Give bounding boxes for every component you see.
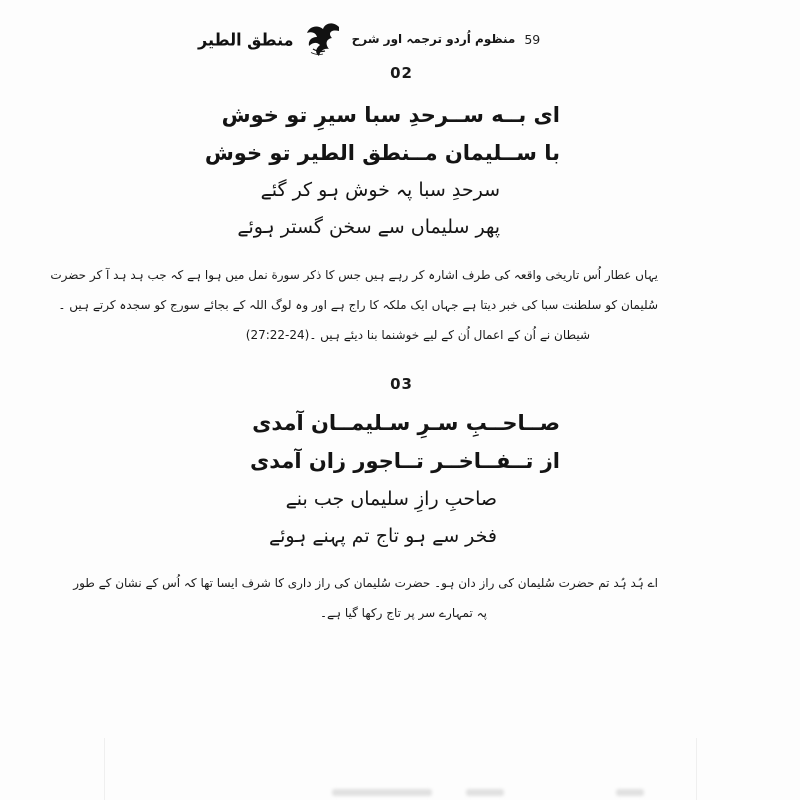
scan-artifact (616, 789, 644, 796)
header-subtitle: منظوم اُردو ترجمہ اور شرح (351, 32, 516, 46)
couplet-line: ای بــه ســرحدِ سبا سیرِ تو خوش (221, 103, 560, 127)
section-number-03: 03 (390, 375, 413, 393)
persian-couplet-02 (205, 96, 560, 172)
page-edge-line (696, 738, 697, 800)
commentary-line (145, 320, 590, 350)
commentary-line: پہ تمہارے سر پر تاج رکھا گیا ہے۔ (319, 606, 487, 620)
book-title: منطق الطیر (198, 29, 294, 49)
commentary-line: اے ہُد ہُد تم حضرت سُلیمان کی راز دان ہو۔ حضرت سُلیمان کی راز داری کا شرف ایسا تھا کہ اُس کے نشان کے طور (73, 576, 658, 590)
commentary-line: یہاں عطار اُس تاریخی واقعہ کی طرف اشارہ کر رہے ہیں جس کا ذکر سورة نمل میں ہوا ہے کہ جب ہد ہد آ کر حضرت (50, 268, 658, 282)
couplet-line: با ســلیمان مــنطق الطیر تو خوش (204, 141, 560, 165)
page-number: 59 (524, 31, 541, 47)
bird-icon (303, 21, 343, 57)
persian-couplet-03 (250, 404, 560, 480)
commentary-text: شیطان نے اُن کے اعمال اُن کے لیے خوشنما بنا دیئے ہیں ۔ (309, 328, 590, 342)
urdu-couplet-02 (237, 172, 500, 246)
page-header (198, 20, 541, 58)
couplet-line: صاحبِ رازِ سلیماں جب بنے (285, 488, 497, 510)
urdu-couplet-03 (269, 481, 497, 555)
couplet-line: پھر سلیماں سے سخن گستر ہوئے (237, 216, 500, 238)
scan-artifact (332, 789, 432, 796)
commentary-line: سُلیمان کو سلطنت سبا کی خبر دیتا ہے جہاں ایک ملکہ کا راج ہے اور وہ لوگ اللہ کے بجائے سورج کو سجدہ کرتے ہیں ۔ (58, 298, 658, 312)
couplet-line: سرحدِ سبا پہ خوش ہو کر گئے (260, 179, 500, 201)
couplet-line: از تــفــاخــر تــاجور زان آمدی (250, 449, 560, 473)
couplet-line: فخر سے ہو تاج تم پہنے ہوئے (269, 525, 497, 547)
couplet-line: صــاحــبِ سـرِ سـلیمــان آمدی (252, 411, 560, 435)
commentary-02 (50, 260, 658, 350)
section-number-02: 02 (390, 64, 413, 82)
page-edge-line (104, 738, 105, 800)
scan-artifact (466, 789, 504, 796)
quran-reference: (27:22-24) (245, 328, 310, 342)
commentary-03 (73, 568, 658, 628)
